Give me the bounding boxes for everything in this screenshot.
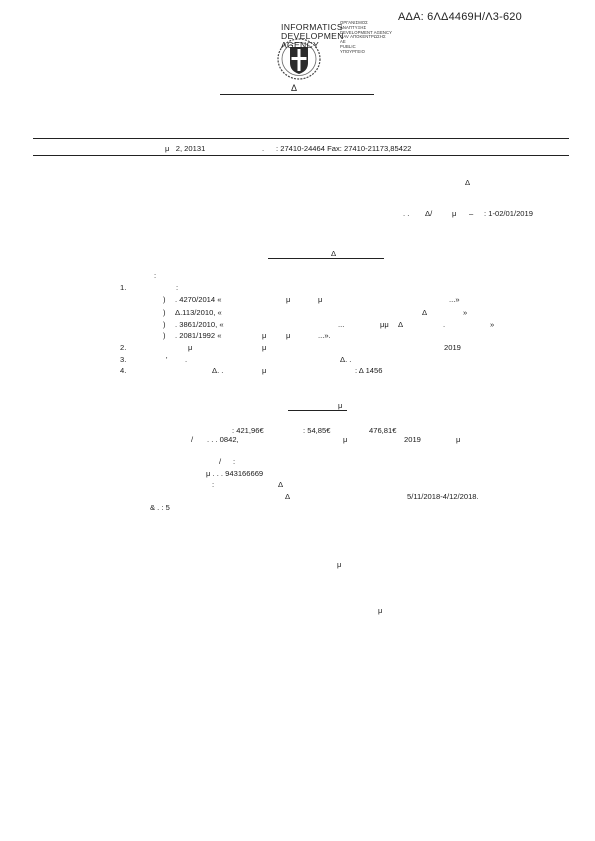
logo-small-3: DEVELOPMENT AGENCY <box>340 29 392 35</box>
amount-net: : 421,96€ <box>232 426 264 435</box>
logo-small-6: PUBLIC <box>340 44 356 50</box>
item-3-number: 3. <box>120 355 127 364</box>
amount-total: 476,81€ <box>369 426 397 435</box>
intro-colon: : <box>154 271 157 280</box>
sub-item-d-end: ...». <box>318 331 331 340</box>
item-2-mu1: μ <box>188 343 193 352</box>
heading-underline <box>220 94 374 95</box>
logo-small-4: GAV ΑΠΟΚΕΝΤΡΩΣΗΣ <box>340 34 386 40</box>
ada-code: 6ΛΔ4469Η/Λ3-620 <box>427 11 522 23</box>
amount-mu2: μ <box>456 435 461 444</box>
sub-item-a-text: . 4270/2014 « <box>175 295 222 304</box>
details-delta: Δ <box>278 480 284 489</box>
details-slash: / <box>219 457 222 466</box>
sub-item-d-text: . 2081/1992 « <box>175 331 222 340</box>
sub-item-a-mu2: μ <box>318 295 323 304</box>
item-3-tick: ' <box>166 355 168 364</box>
logo-small-2: ΑΝΑΠΤΥΞΗΣ <box>340 24 367 30</box>
header-heading: Δ <box>291 83 298 93</box>
details-afm: μ . . . 943166669 <box>206 469 264 478</box>
item-1-number: 1. <box>120 283 127 292</box>
meta-ref-prefix: Δ/ <box>425 209 433 218</box>
footer-mu-2: μ <box>378 606 383 615</box>
details-colon-2: : <box>212 480 215 489</box>
address-line <box>165 145 205 153</box>
amount-slash: / <box>191 435 194 444</box>
amount-year: 2019 <box>404 435 421 444</box>
details-count: & . : 5 <box>150 503 170 512</box>
sub-item-a-mu1: μ <box>286 295 291 304</box>
logo-small-7: ΥΠΟΥΡΓΕΙΟ <box>340 48 365 54</box>
sub-item-d-mu1: μ <box>262 331 267 340</box>
amount-code: . . . 0842, <box>207 435 239 444</box>
meta-dots: . . <box>403 209 410 218</box>
meta-ref-value: : 1-02/01/2019 <box>484 209 533 218</box>
item-1-colon: : <box>176 283 179 292</box>
sub-item-c-text: . 3861/2010, « <box>175 320 224 329</box>
sub-item-a-end: ...» <box>449 295 460 304</box>
sub-item-a-paren: ) <box>163 295 166 304</box>
sub-item-b-delta: Δ <box>422 308 428 317</box>
meta-ref-dash: – <box>469 209 474 218</box>
ada-label <box>398 12 522 23</box>
item-4-delta: Δ. . <box>212 366 224 375</box>
logo-line-2: DEVELOPMEN <box>281 30 344 41</box>
sub-item-b-end: » <box>463 308 468 317</box>
amount-vat: : 54,85€ <box>303 426 331 435</box>
logo-line-1: INFORMATICS <box>281 22 343 32</box>
sub-item-d-mu2: μ <box>286 331 291 340</box>
details-period: 5/11/2018-4/12/2018. <box>407 492 479 501</box>
sub-item-d-paren: ) <box>163 331 166 340</box>
address-phone-fax: : 27410-24464 Fax: 27410-21173,85422 <box>276 144 412 153</box>
sub-item-c-dots2: . <box>443 320 446 329</box>
item-2-mu2: μ <box>262 343 267 352</box>
logo-small-1: ΟΡΓΑΝΙΣΜΟΣ <box>340 20 368 25</box>
address-rule-bottom <box>33 155 569 156</box>
item-3-delta: Δ. . <box>340 355 352 364</box>
section-2-underline <box>288 410 347 411</box>
meta-ref-mu: μ <box>452 209 457 218</box>
address-dot: . <box>262 144 265 153</box>
details-colon: : <box>233 457 236 466</box>
sub-item-c-delta: Δ <box>398 320 404 329</box>
address-street: 2, 20131 <box>175 144 206 153</box>
meta-delta: Δ <box>465 178 471 187</box>
item-2-number: 2. <box>120 343 127 352</box>
section-2-title: μ <box>338 401 343 410</box>
footer-mu-1: μ <box>337 560 342 569</box>
sub-item-b-text: Δ.113/2010, « <box>175 308 222 317</box>
sub-item-c-paren: ) <box>163 320 166 329</box>
item-4-end: : Δ 1456 <box>355 366 383 375</box>
agency-logo-subtext <box>340 21 392 55</box>
logo-small-5: ΑΕ <box>340 39 346 45</box>
agency-logo-title <box>281 23 344 49</box>
sub-item-c-dots: ... <box>338 320 345 329</box>
amount-mu: μ <box>343 435 348 444</box>
address-rule-top <box>33 138 569 139</box>
item-3-dot: . <box>185 355 188 364</box>
item-2-year: 2019 <box>444 343 461 352</box>
logo-line-3: AGENCY <box>281 39 320 50</box>
details-delta-2: Δ <box>285 492 291 501</box>
sub-item-c-end: » <box>490 320 495 329</box>
item-4-mu: μ <box>262 366 267 375</box>
sub-item-b-paren: ) <box>163 308 166 317</box>
section-title-underline <box>268 258 384 259</box>
section-title: Δ <box>331 249 337 258</box>
address-mu: μ <box>165 144 170 153</box>
sub-item-c-mu: μμ <box>380 320 389 329</box>
item-4-number: 4. <box>120 366 127 375</box>
ada-prefix: ΑΔΑ: <box>398 11 424 23</box>
